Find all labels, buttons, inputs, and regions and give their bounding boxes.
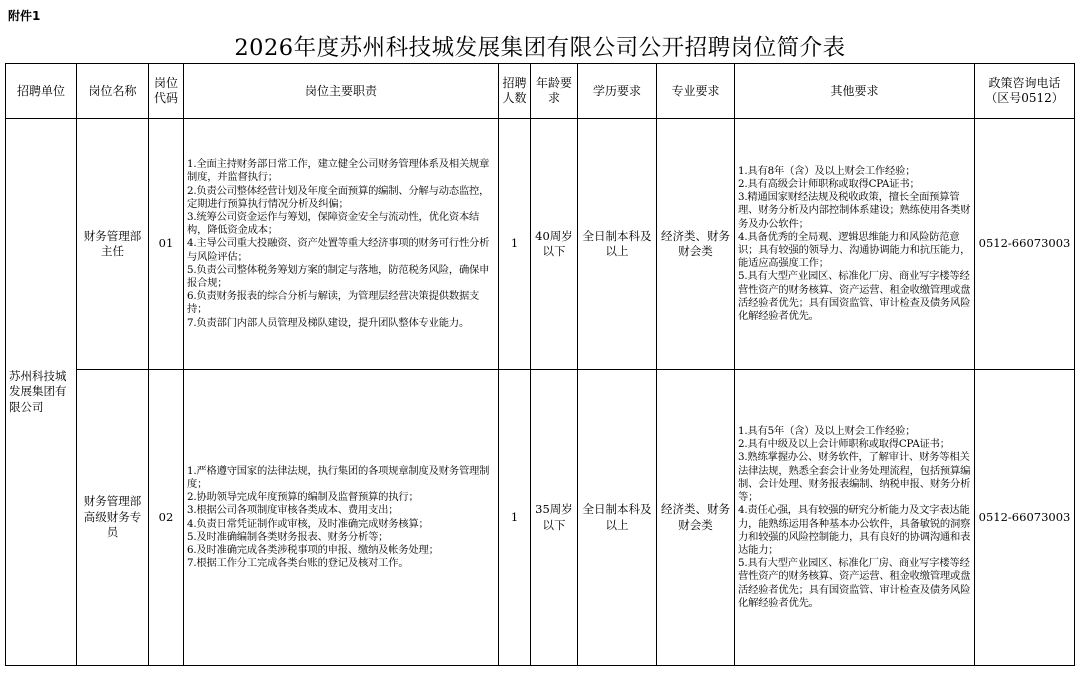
- table-row: [6, 119, 1075, 370]
- duty-item: 4.负责日常凭证制作或审核，及时准确完成财务核算；: [187, 517, 429, 530]
- education-cell: 全日制本科及以上: [578, 370, 657, 666]
- header-age: 年龄要求: [531, 64, 578, 119]
- duty-item: 7.根据工作分工完成各类台账的登记及核对工作。: [187, 557, 409, 570]
- phone-cell: 0512-66073003: [975, 370, 1075, 666]
- header-major: 专业要求: [657, 64, 735, 119]
- header-row: [6, 64, 1075, 119]
- requirement-item: 3.熟练掌握办公、财务软件，了解审计、财务等相关法律法规，熟悉全套会计业务处理流程，包括预算编制、会计处理、财务报表编制、纳税申报、财务分析等；: [738, 451, 971, 504]
- duty-item: 1.严格遵守国家的法律法规，执行集团的各项规章制度及财务管理制度；: [187, 464, 490, 490]
- duty-item: 3.根据公司各项制度审核各类成本、费用支出；: [187, 504, 399, 517]
- duty-item: 4.主导公司重大投融资、资产处置等重大经济事项的财务可行性分析与风险评估；: [187, 237, 490, 263]
- recruitment-table: [5, 63, 1075, 666]
- requirement-item: 2.具有高级会计师职称或取得CPA证书；: [738, 177, 920, 190]
- duty-item: 2.负责公司整体经营计划及年度全面预算的编制、分解与动态监控，定期进行预算执行情况分析及纠偏；: [187, 184, 490, 210]
- duty-item: 6.负责财务报表的综合分析与解读，为管理层经营决策提供数据支持；: [187, 290, 480, 316]
- duties-cell: [184, 119, 499, 370]
- document-title: 2026年度苏州科技城发展集团有限公司公开招聘岗位简介表: [234, 35, 846, 61]
- count-cell: 1: [499, 119, 531, 370]
- header-education: 学历要求: [578, 64, 657, 119]
- requirement-item: 5.具有大型产业园区、标准化厂房、商业写字楼等经营性资产的财务核算、资产运营、租金收缴管理或盘活经验者优先；具有国资监管、审计检查及债务风险化解经验者优先。: [738, 270, 971, 323]
- major-cell: 经济类、财务财会类: [657, 370, 735, 666]
- code-cell: 01: [149, 119, 184, 370]
- education-cell: 全日制本科及以上: [578, 119, 657, 370]
- requirement-item: 5.具有大型产业园区、标准化厂房、商业写字楼等经营性资产的财务核算、资产运营、租金收缴管理或盘活经验者优先；具有国资监管、审计检查及债务风险化解经验者优先。: [738, 557, 971, 609]
- unit-cell: 苏州科技城发展集团有限公司: [6, 119, 77, 666]
- requirement-item: 1.具有5年（含）及以上财会工作经验；: [738, 425, 916, 438]
- other-requirements-cell: [735, 370, 975, 666]
- requirement-item: 4.责任心强，具有较强的研究分析能力及文字表达能力，能熟练运用各种基本办公软件，具备敏锐的洞察力和较强的风险控制能力，具有良好的协调沟通和表达能力；: [738, 504, 971, 556]
- requirement-item: 1.具有8年（含）及以上财会工作经验；: [738, 164, 916, 177]
- position-cell: 财务管理部高级财务专员: [77, 370, 149, 666]
- code-cell: 02: [149, 370, 184, 666]
- duty-item: 6.及时准确完成各类涉税事项的申报、缴纳及帐务处理；: [187, 543, 439, 556]
- phone-cell: 0512-66073003: [975, 119, 1075, 370]
- age-cell: 40周岁以下: [531, 119, 578, 370]
- table-row: [6, 370, 1075, 666]
- header-phone: 政策咨询电话（区号0512）: [975, 64, 1075, 119]
- requirement-item: 2.具有中级及以上会计师职称或取得CPA证书；: [738, 438, 950, 451]
- header-count: 招聘人数: [499, 64, 531, 119]
- duty-item: 1.全面主持财务部日常工作，建立健全公司财务管理体系及相关规章制度，并监督执行；: [187, 158, 490, 184]
- header-code: 岗位代码: [149, 64, 184, 119]
- duties-cell: [184, 370, 499, 666]
- duty-item: 2.协助领导完成年度预算的编制及监督预算的执行；: [187, 491, 419, 504]
- header-position: 岗位名称: [77, 64, 149, 119]
- header-duties: 岗位主要职责: [184, 64, 499, 119]
- duty-item: 3.统筹公司资金运作与筹划，保障资金安全与流动性，优化资本结构，降低资金成本；: [187, 210, 480, 237]
- header-unit: 招聘单位: [6, 64, 77, 119]
- duty-item: 5.负责公司整体税务筹划方案的制定与落地，防范税务风险，确保申报合规；: [187, 263, 490, 289]
- duty-item: 7.负责部门内部人员管理及梯队建设，提升团队整体专业能力。: [187, 316, 470, 329]
- header-other: 其他要求: [735, 64, 975, 119]
- attachment-label: 附件1: [8, 9, 41, 23]
- count-cell: 1: [499, 370, 531, 666]
- other-requirements-cell: [735, 119, 975, 370]
- major-cell: 经济类、财务财会类: [657, 119, 735, 370]
- requirement-item: 3.精通国家财经法规及税收政策，擅长全面预算管理、财务分析及内部控制体系建设；熟练使用各类财务及办公软件；: [738, 191, 971, 230]
- requirement-item: 4.具备优秀的全局观、逻辑思维能力和风险防范意识；具有较强的领导力、沟通协调能力和抗压能力，能适应高强度工作；: [738, 230, 971, 270]
- position-cell: 财务管理部主任: [77, 119, 149, 370]
- age-cell: 35周岁以下: [531, 370, 578, 666]
- duty-item: 5.及时准确编制各类财务报表、财务分析等；: [187, 530, 389, 543]
